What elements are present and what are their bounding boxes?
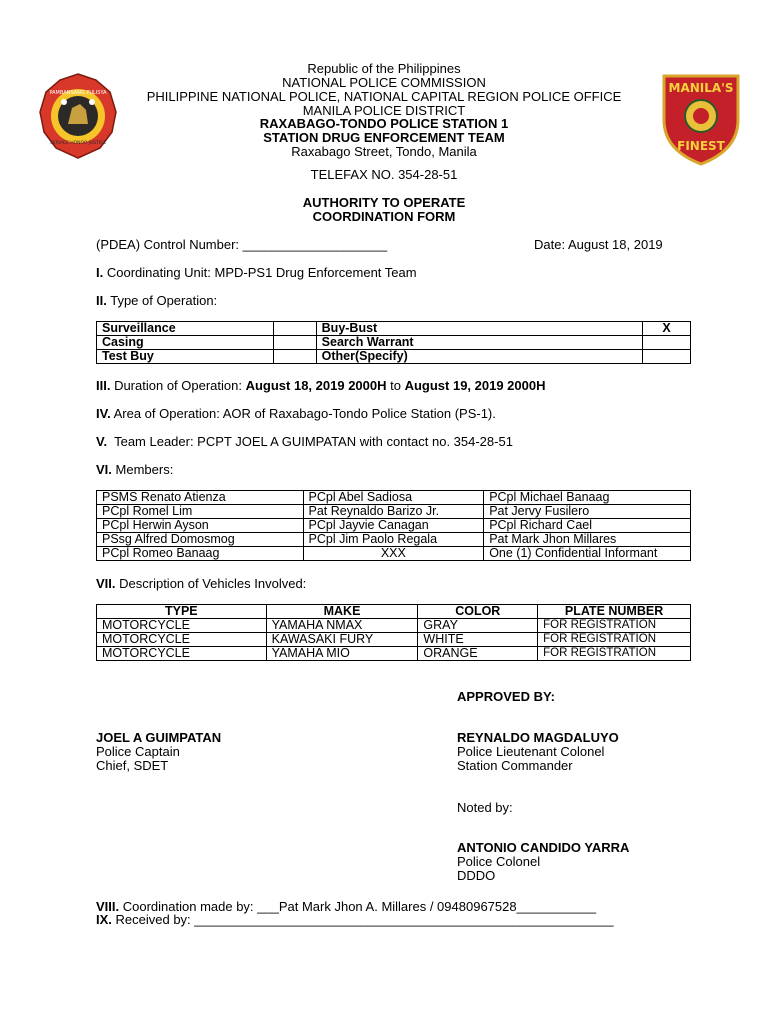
manilas-logo-text-top: MANILA'S — [668, 81, 734, 95]
header-line4: MANILA POLICE DISTRICT — [302, 103, 466, 118]
noted-by-label: Noted by: — [457, 800, 513, 815]
vehicle-cell: GRAY — [418, 619, 538, 633]
op-mark-cell — [273, 322, 316, 336]
pnp-logo-text-bottom: SERVICE HONOR JUSTICE — [49, 141, 107, 146]
header-telefax: TELEFAX NO. 354-28-51 — [310, 167, 458, 182]
member-cell: PCpl Jayvie Canagan — [303, 519, 484, 533]
control-number: (PDEA) Control Number: ____________________ — [96, 237, 388, 252]
table-row — [97, 533, 691, 547]
table-row — [97, 633, 691, 647]
member-cell: PCpl Romeo Banaag — [97, 547, 304, 561]
table-row — [97, 547, 691, 561]
section-2: II. Type of Operation: — [96, 293, 218, 308]
section-4: IV. Area of Operation: AOR of Raxabago-Tondo Police Station (PS-1). — [96, 406, 496, 421]
section-8: VIII. Coordination made by: ___Pat Mark Jhon A. Millares / 09480967528___________ — [96, 899, 597, 914]
signatory-left-rank: Police Captain — [96, 744, 180, 759]
form-title-line1: AUTHORITY TO OPERATE — [302, 195, 466, 210]
signatory-right-name: REYNALDO MAGDALUYO — [457, 730, 619, 745]
header-address: Raxabago Street, Tondo, Manila — [291, 144, 477, 159]
signatory-noted-rank: Police Colonel — [457, 854, 541, 869]
table-row — [97, 647, 691, 661]
member-cell: PSsg Alfred Domosmog — [97, 533, 304, 547]
member-cell: PCpl Jim Paolo Regala — [303, 533, 484, 547]
vehicle-cell: YAMAHA NMAX — [266, 619, 418, 633]
op-mark-cell: X — [643, 322, 691, 336]
op-type-cell: Casing — [97, 336, 274, 350]
vehicle-header-make: MAKE — [266, 605, 418, 619]
op-type-cell: Other(Specify) — [316, 350, 642, 364]
signatory-left-position: Chief, SDET — [96, 758, 169, 773]
vehicles-table — [96, 604, 691, 661]
vehicle-cell: YAMAHA MIO — [266, 647, 418, 661]
vehicle-cell: FOR REGISTRATION — [538, 619, 691, 633]
section-5: V. Team Leader: PCPT JOEL A GUIMPATAN with contact no. 354-28-51 — [96, 434, 513, 449]
member-cell: Pat Mark Jhon Millares — [484, 533, 691, 547]
pnp-logo-text-top: PAMBANSANG PULISYA — [49, 90, 107, 96]
vehicle-cell: ORANGE — [418, 647, 538, 661]
vehicle-cell: WHITE — [418, 633, 538, 647]
section-6: VI. Members: — [96, 462, 174, 477]
table-row — [97, 336, 691, 350]
member-cell: XXX — [303, 547, 484, 561]
member-cell: PCpl Romel Lim — [97, 505, 304, 519]
table-row — [97, 519, 691, 533]
member-cell: PCpl Michael Banaag — [484, 491, 691, 505]
table-row — [97, 491, 691, 505]
header-line5: RAXABAGO-TONDO POLICE STATION 1 — [259, 116, 509, 131]
member-cell: PCpl Abel Sadiosa — [303, 491, 484, 505]
vehicle-header-color: COLOR — [418, 605, 538, 619]
member-cell: Pat Reynaldo Barizo Jr. — [303, 505, 484, 519]
section-3: III. Duration of Operation: August 18, 2019 2000H to August 19, 2019 2000H — [96, 378, 546, 393]
header-line3: PHILIPPINE NATIONAL POLICE, NATIONAL CAPITAL REGION POLICE OFFICE — [146, 89, 622, 104]
vehicle-header-plate: PLATE NUMBER — [538, 605, 691, 619]
vehicle-cell: FOR REGISTRATION — [538, 633, 691, 647]
section-7: VII. Description of Vehicles Involved: — [96, 576, 307, 591]
members-table — [96, 490, 691, 561]
section-1: I. Coordinating Unit: MPD-PS1 Drug Enforcement Team — [96, 265, 417, 280]
table-row — [97, 322, 691, 336]
signatory-noted — [457, 841, 629, 883]
op-type-cell: Test Buy — [97, 350, 274, 364]
op-mark-cell — [643, 336, 691, 350]
signatory-left-name: JOEL A GUIMPATAN — [96, 730, 222, 745]
vehicle-cell: MOTORCYCLE — [97, 647, 267, 661]
op-mark-cell — [643, 350, 691, 364]
vehicle-cell: FOR REGISTRATION — [538, 647, 691, 661]
vehicle-cell: MOTORCYCLE — [97, 633, 267, 647]
signatory-right — [457, 731, 619, 773]
table-header-row — [97, 605, 691, 619]
signatory-left — [96, 731, 221, 773]
vehicle-cell: KAWASAKI FURY — [266, 633, 418, 647]
signatory-noted-position: DDDO — [457, 868, 496, 883]
header-line2: NATIONAL POLICE COMMISSION — [282, 75, 486, 90]
form-date: Date: August 18, 2019 — [534, 237, 663, 252]
header-line1: Republic of the Philippines — [307, 61, 461, 76]
signatory-noted-name: ANTONIO CANDIDO YARRA — [457, 840, 630, 855]
vehicle-cell: MOTORCYCLE — [97, 619, 267, 633]
member-cell: PSMS Renato Atienza — [97, 491, 304, 505]
operation-type-table — [96, 321, 691, 364]
op-type-cell: Search Warrant — [316, 336, 642, 350]
member-cell: PCpl Herwin Ayson — [97, 519, 304, 533]
header-line6: STATION DRUG ENFORCEMENT TEAM — [263, 130, 505, 145]
approved-by-label: APPROVED BY: — [457, 689, 555, 704]
section-9: IX. Received by: __________________________________________________________ — [96, 912, 614, 927]
member-cell: One (1) Confidential Informant — [484, 547, 691, 561]
member-cell: Pat Jervy Fusilero — [484, 505, 691, 519]
op-type-cell: Buy-Bust — [316, 322, 642, 336]
op-type-cell: Surveillance — [97, 322, 274, 336]
table-row — [97, 619, 691, 633]
table-row — [97, 350, 691, 364]
manilas-logo-text-bottom: FINEST — [677, 139, 725, 153]
table-row — [97, 505, 691, 519]
form-title-line2: COORDINATION FORM — [312, 209, 456, 224]
op-mark-cell — [273, 350, 316, 364]
signatory-right-position: Station Commander — [457, 758, 573, 773]
vehicle-header-type: TYPE — [97, 605, 267, 619]
signatory-right-rank: Police Lieutenant Colonel — [457, 744, 605, 759]
member-cell: PCpl Richard Cael — [484, 519, 691, 533]
op-mark-cell — [273, 336, 316, 350]
